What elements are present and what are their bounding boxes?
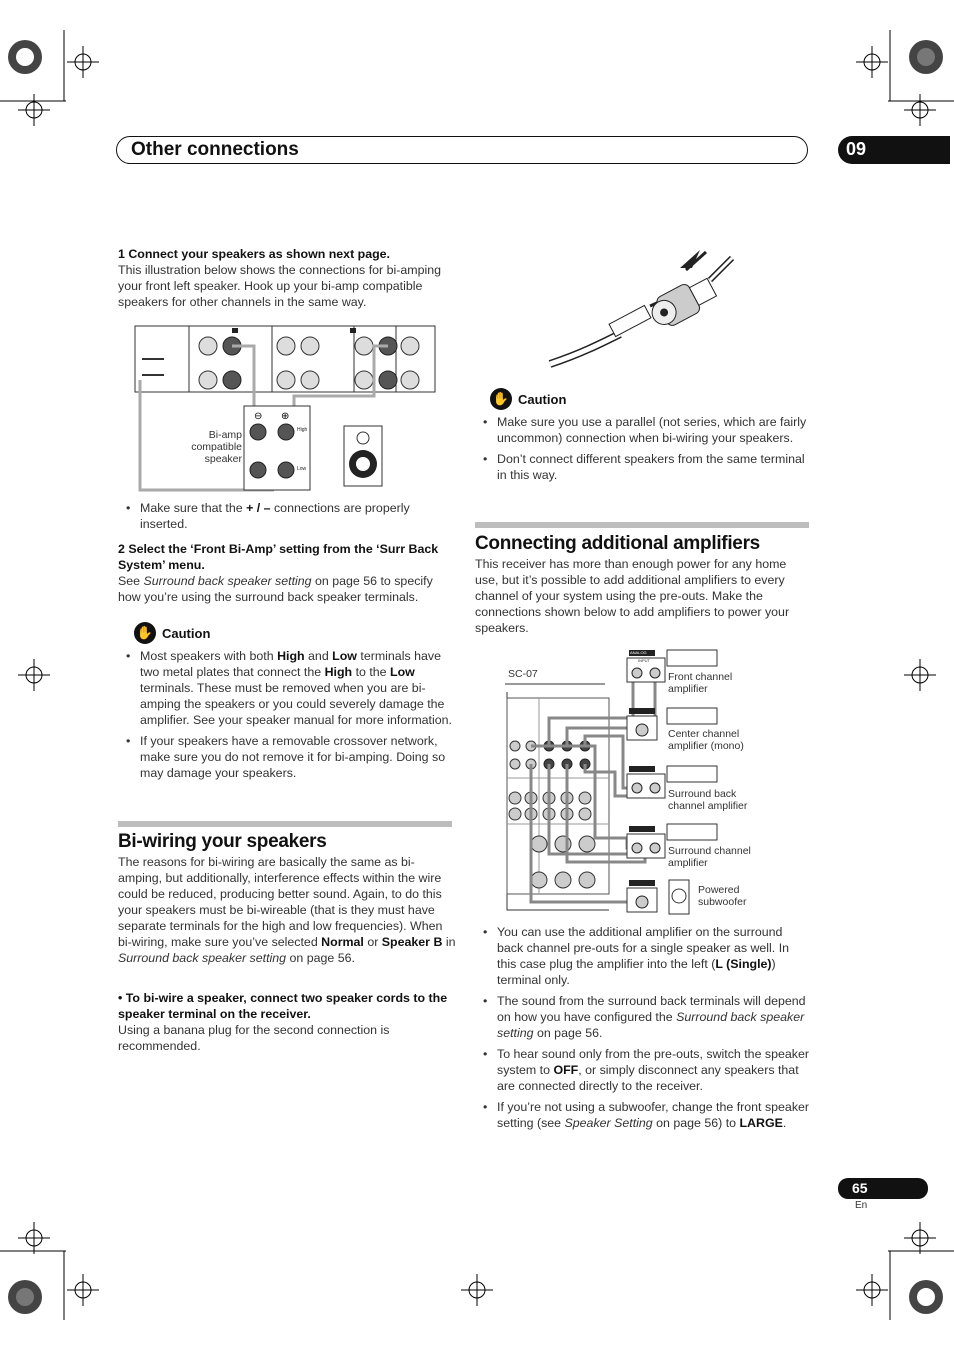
caution-label: Caution xyxy=(162,625,211,641)
label-line: Front channel xyxy=(668,671,733,683)
step-2-title: 2 Select the ‘Front Bi-Amp’ setting from the ‘Surr Back System’ menu. xyxy=(118,542,439,572)
amplifiers-text: This receiver has more than enough power for any home use, but it’s possible to add additional amplifiers to every channel of your system using the pre-outs. Make the connections shown below to add amplifiers to power your speakers. xyxy=(475,557,790,635)
chapter-badge xyxy=(838,136,950,164)
header-bar xyxy=(116,136,808,164)
list-item: • Make sure you use a parallel (not series, which are fairly uncommon) connection when bi-wiring your speakers. xyxy=(475,414,810,446)
receiver-model-label: SC-07 xyxy=(508,668,538,680)
label-line: channel amplifier xyxy=(668,800,748,812)
list-item: • To hear sound only from the pre-outs, switch the speaker system to OFF, or simply disconnect any speakers that are connected directly to the receiver. xyxy=(475,1046,811,1094)
amp-label-surround xyxy=(668,845,751,869)
caution-heading-right xyxy=(490,388,566,410)
input-tag: INPUT xyxy=(638,658,650,663)
caution-list-right xyxy=(475,414,810,488)
list-item: • You can use the additional amplifier on the surround back channel pre-outs for a single speaker as well. In this case plug the amplifier into the left (L (Single)) terminal only. xyxy=(475,924,811,988)
high-terminal-label: High xyxy=(297,427,308,433)
low-terminal-label: Low xyxy=(297,466,307,472)
label-line: amplifier (mono) xyxy=(668,740,744,752)
list-item: • If your speakers have a removable crossover network, make sure you do not remove it for bi-amping. Doing so may damage your speakers. xyxy=(118,733,456,781)
svg-text:⊖: ⊖ xyxy=(254,411,263,422)
amplifiers-title: Connecting additional amplifiers xyxy=(475,533,760,554)
analog-tag: ANALOG xyxy=(630,650,647,655)
svg-text:⊕: ⊕ xyxy=(281,411,290,422)
label-line: Bi-amp xyxy=(208,429,242,441)
amplifier-notes xyxy=(475,924,811,1136)
bi-wiring-text: The reasons for bi-wiring are basically the same as bi-amping, but additionally, interference effects within the wire could be reduced, producing better sound. Again, to do this your speakers must be bi-wireable (that is they must have separate terminals for the high and low frequencies). When bi-wiring, make sure you’ve selected Normal or Speaker B in Surround back speaker setting on page 56. xyxy=(118,855,456,965)
bi-wire-step-text: Using a banana plug for the second connection is recommended. xyxy=(118,1023,390,1053)
amp-label-center xyxy=(668,728,744,752)
label-line: Powered xyxy=(698,884,740,896)
step-2-text: See Surround back speaker setting on page 56 to specify how you’re using the surround back speaker terminals. xyxy=(118,574,433,604)
page-number: 65 xyxy=(852,1180,868,1196)
polarity-bullets xyxy=(118,500,456,537)
section-rule xyxy=(475,522,809,528)
page-number-badge xyxy=(838,1178,928,1199)
label-line: Surround back xyxy=(668,788,737,800)
caution-label: Caution xyxy=(518,391,567,407)
bi-amp-label xyxy=(180,429,242,465)
label-line: compatible xyxy=(191,441,242,453)
list-item: • Most speakers with both High and Low terminals have two metal plates that connect the High to the Low terminals. These must be removed when you are bi-amping the speakers or you could severely damage the amplifier. See your speaker manual for more information. xyxy=(118,648,456,728)
banana-plug-illustration xyxy=(540,244,740,372)
list-item: • If you’re not using a subwoofer, change the front speaker setting (see Speaker Setting on page 56) to LARGE. xyxy=(475,1099,811,1131)
caution-hand-icon: ✋ xyxy=(134,622,156,644)
list-item: • The sound from the surround back terminals will depend on how you have configured the Surround back speaker setting on page 56. xyxy=(475,993,811,1041)
amp-label-surround-back xyxy=(668,788,747,812)
list-item: • Make sure that the + / – connections are properly inserted. xyxy=(118,500,456,532)
language-code: En xyxy=(855,1200,868,1211)
label-line: Center channel xyxy=(668,728,740,740)
amp-label-front xyxy=(668,671,732,695)
label-line: amplifier xyxy=(668,857,708,869)
step-1-title: 1 Connect your speakers as shown next page. xyxy=(118,247,390,261)
label-line: speaker xyxy=(204,453,242,465)
step-1-text: This illustration below shows the connections for bi-amping your front left speaker. Hook up your bi-amp compatible speakers for other channels in the same way. xyxy=(118,263,442,309)
chapter-number: 09 xyxy=(846,139,867,159)
label-line: subwoofer xyxy=(698,896,747,908)
section-rule xyxy=(118,821,452,827)
bi-wiring-title: Bi-wiring your speakers xyxy=(118,831,327,852)
amp-label-subwoofer xyxy=(698,884,746,908)
caution-heading xyxy=(134,622,210,644)
label-line: amplifier xyxy=(668,683,708,695)
label-line: Surround channel xyxy=(668,845,751,857)
page-section-title: Other connections xyxy=(131,139,299,160)
bi-amp-diagram xyxy=(134,324,436,494)
bi-wire-step: • To bi-wire a speaker, connect two speaker cords to the speaker terminal on the receiver. xyxy=(118,991,448,1021)
caution-list xyxy=(118,648,456,786)
list-item: • Don’t connect different speakers from the same terminal in this way. xyxy=(475,451,810,483)
caution-hand-icon: ✋ xyxy=(490,388,512,410)
